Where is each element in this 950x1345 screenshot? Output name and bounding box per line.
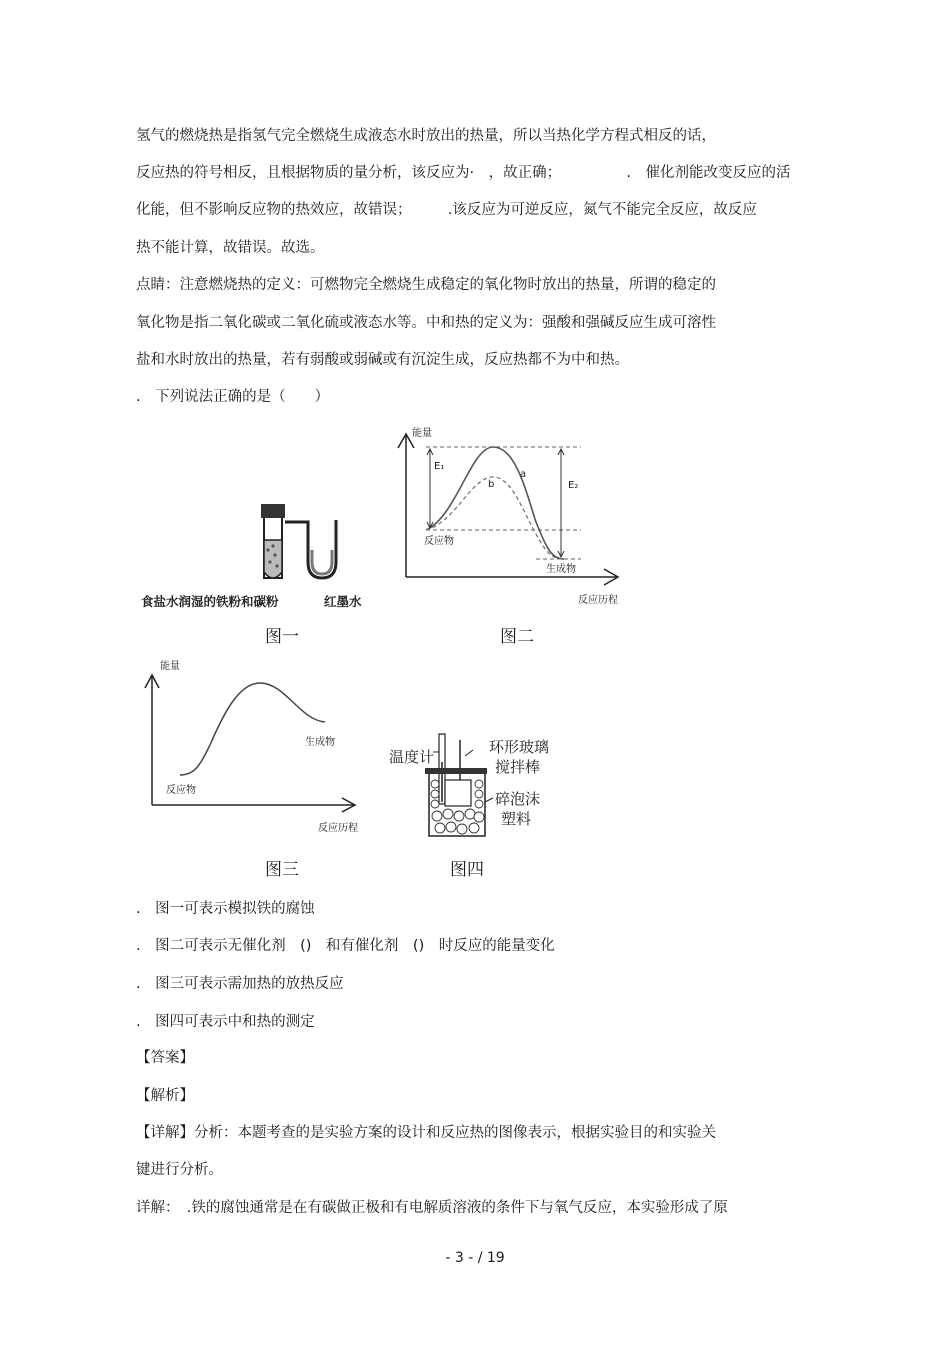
- text-line: 反应热的符号相反，且根据物质的量分析，该反应为· ，故正确； . 催化剂能改变反应的活: [136, 165, 791, 181]
- fig1-right-label: 红墨水: [324, 594, 362, 609]
- analysis-label: 【解析】: [136, 1088, 194, 1104]
- figure-1: [136, 500, 386, 615]
- figure-3: [140, 655, 365, 840]
- fig3-x-label: 反应历程: [318, 823, 358, 834]
- note-line: 氧化物是指二氧化碳或二氧化硫或液态水等。中和热的定义为：强酸和强碱反应生成可溶性: [136, 315, 716, 331]
- figure-3-caption: 图三: [265, 860, 299, 880]
- fig1-left-label: 食盐水润湿的铁粉和碳粉: [141, 594, 279, 609]
- text-line: 氢气的燃烧热是指氢气完全燃烧生成液态水时放出的热量，所以当热化学方程式相反的话，: [136, 128, 716, 144]
- fig4-stirrer-label-1: 环形玻璃: [489, 738, 550, 756]
- fig2-e2-label: E₂: [568, 480, 579, 491]
- fig2-y-label: 能量: [412, 428, 432, 439]
- fig2-e1-label: E₁: [434, 461, 445, 472]
- fig3-y-label: 能量: [160, 661, 180, 672]
- option-a: . 图一可表示模拟铁的腐蚀: [136, 901, 315, 917]
- fig4-stirrer-label-2: 搅拌棒: [495, 758, 541, 776]
- answer-label: 【答案】: [136, 1050, 194, 1066]
- figure-2: [386, 422, 636, 617]
- fig2-curve-b-label: b: [488, 479, 495, 490]
- page-number: - 3 - / 19: [445, 1250, 505, 1266]
- fig3-product-label: 生成物: [305, 737, 335, 748]
- fig3-reactant-label: 反应物: [166, 785, 196, 796]
- text-line: 化能，但不影响反应物的热效应，故错误； .该反应为可逆反应，氮气不能完全反应，故反应: [136, 202, 757, 218]
- fig4-foam-label-2: 塑料: [501, 810, 532, 828]
- text-line: 热不能计算，故错误。故选。: [136, 240, 325, 256]
- figure-4: [385, 732, 565, 844]
- option-d: . 图四可表示中和热的测定: [136, 1014, 315, 1030]
- question-stem: . 下列说法正确的是（ ）: [136, 389, 330, 405]
- fig2-curve-a-label: a: [520, 469, 527, 480]
- note-line: 盐和水时放出的热量，若有弱酸或弱碱或有沉淀生成，反应热都不为中和热。: [136, 352, 629, 368]
- option-c: . 图三可表示需加热的放热反应: [136, 976, 344, 992]
- note-line: 点睛：注意燃烧热的定义：可燃物完全燃烧生成稳定的氧化物时放出的热量，所谓的稳定的: [136, 277, 716, 293]
- detail-line: 键进行分析。: [136, 1162, 223, 1178]
- fig4-foam-label-1: 碎泡沫: [495, 790, 541, 808]
- option-b: . 图二可表示无催化剂 () 和有催化剂 () 时反应的能量变化: [136, 938, 555, 954]
- detail-line: 详解： .铁的腐蚀通常是在有碳做正极和有电解质溶液的条件下与氧气反应，本实验形成了原: [136, 1200, 728, 1216]
- fig2-product-label: 生成物: [546, 564, 576, 575]
- fig2-reactant-label: 反应物: [424, 536, 454, 547]
- figure-4-caption: 图四: [450, 860, 484, 880]
- figure-1-caption: 图一: [265, 627, 299, 647]
- detail-line: 【详解】分析：本题考查的是实验方案的设计和反应热的图像表示，根据实验目的和实验关: [136, 1125, 716, 1141]
- figure-2-caption: 图二: [500, 627, 534, 647]
- fig2-x-label: 反应历程: [578, 595, 618, 606]
- fig4-thermometer-label: 温度计: [389, 748, 435, 766]
